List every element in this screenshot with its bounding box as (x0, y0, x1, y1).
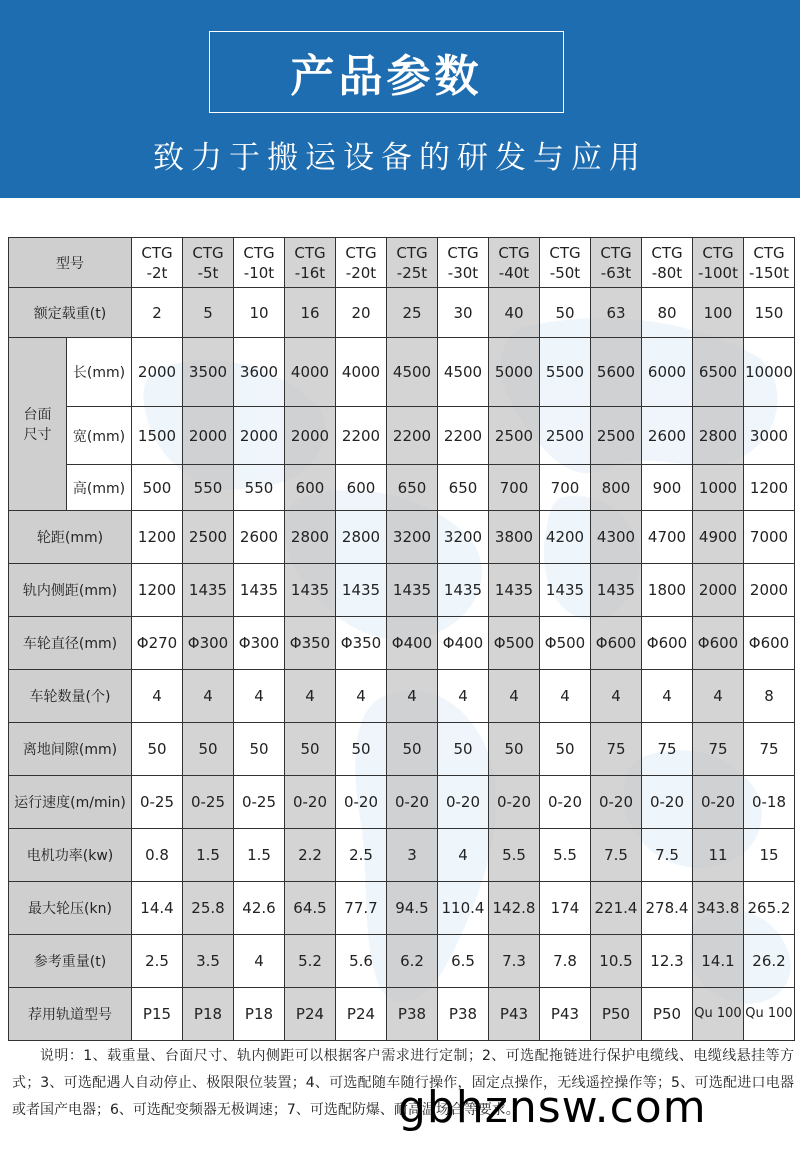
value-cell: 3000 (744, 407, 795, 465)
value-cell: 2000 (285, 407, 336, 465)
value-cell: 12.3 (642, 935, 693, 988)
model-cell (336, 238, 387, 288)
page-title: 产品参数 (290, 51, 483, 102)
value-cell: 2.2 (285, 829, 336, 882)
value-cell: 0.8 (132, 829, 183, 882)
model-series: CTG (600, 243, 632, 262)
watermark: gbhznsw.com (398, 1082, 707, 1133)
row-label: 最大轮压(kn) (9, 882, 132, 935)
table-row (9, 882, 795, 935)
model-series: CTG (651, 243, 683, 262)
value-cell: 600 (336, 465, 387, 511)
value-cell: 4 (591, 670, 642, 723)
row-label: 离地间隙(mm) (9, 723, 132, 776)
value-cell: 110.4 (438, 882, 489, 935)
table-row (9, 776, 795, 829)
value-cell: 2500 (540, 407, 591, 465)
value-cell: 5000 (489, 338, 540, 407)
model-label: 型号 (9, 238, 132, 288)
value-cell: P43 (540, 988, 591, 1041)
table-row (9, 288, 795, 338)
value-cell: 4 (489, 670, 540, 723)
platform-group-label (9, 338, 67, 511)
value-cell: 15 (744, 829, 795, 882)
value-cell: 50 (183, 723, 234, 776)
value-cell: 700 (540, 465, 591, 511)
value-cell: 6500 (693, 338, 744, 407)
value-cell: Φ270 (132, 617, 183, 670)
value-cell: 14.1 (693, 935, 744, 988)
value-cell: Φ500 (489, 617, 540, 670)
value-cell: 2 (132, 288, 183, 338)
platform-group-line: 尺寸 (23, 427, 52, 443)
value-cell: 11 (693, 829, 744, 882)
note-text: 说明：1、载重量、台面尺寸、轨内侧距可以根据客户需求进行定制；2、可选配拖链进行保护电缆线、电缆线悬挂等方式；3、可选配遇人自动停止、极限限位装置；4、可选配随车随行操作，固定点操作，无线遥控操作等；5、可选配进口电器或者国产电器；6、可选配变频器无极调速；7、可选配防爆、耐高温场合等要求。 (12, 1048, 794, 1118)
value-cell: 1435 (489, 564, 540, 617)
model-capacity: -50t (549, 263, 581, 282)
value-cell: 5.6 (336, 935, 387, 988)
model-cell (285, 238, 336, 288)
value-cell: 5600 (591, 338, 642, 407)
value-cell: 1435 (285, 564, 336, 617)
value-cell: 2800 (285, 511, 336, 564)
platform-group-line: 台面 (23, 407, 52, 423)
value-cell: 4000 (336, 338, 387, 407)
value-cell: 1800 (642, 564, 693, 617)
value-cell: 0-25 (234, 776, 285, 829)
row-label: 参考重量(t) (9, 935, 132, 988)
value-cell: Qu 100 (744, 988, 795, 1041)
table-row (9, 338, 795, 407)
spec-table (8, 237, 795, 1041)
model-series: CTG (753, 243, 785, 262)
model-capacity: -80t (651, 263, 683, 282)
value-cell: 10.5 (591, 935, 642, 988)
table-row (9, 465, 795, 511)
value-cell: 0-25 (183, 776, 234, 829)
value-cell: 4 (540, 670, 591, 723)
value-cell: 3 (387, 829, 438, 882)
value-cell: 7.8 (540, 935, 591, 988)
value-cell: 4200 (540, 511, 591, 564)
model-cell (744, 238, 795, 288)
value-cell: 2000 (132, 338, 183, 407)
value-cell: Φ600 (591, 617, 642, 670)
model-cell (540, 238, 591, 288)
value-cell: P38 (387, 988, 438, 1041)
value-cell: 4 (336, 670, 387, 723)
value-cell: 2000 (693, 564, 744, 617)
value-cell: Φ350 (336, 617, 387, 670)
row-label: 宽(mm) (67, 407, 132, 465)
value-cell: P18 (234, 988, 285, 1041)
value-cell: 1.5 (234, 829, 285, 882)
value-cell: 700 (489, 465, 540, 511)
value-cell: P15 (132, 988, 183, 1041)
model-capacity: -100t (698, 263, 738, 282)
value-cell: 3800 (489, 511, 540, 564)
value-cell: 5.5 (540, 829, 591, 882)
value-cell: 25 (387, 288, 438, 338)
value-cell: 2200 (387, 407, 438, 465)
value-cell: 0-20 (693, 776, 744, 829)
value-cell: 4500 (438, 338, 489, 407)
model-series: CTG (345, 243, 377, 262)
value-cell: 0-20 (591, 776, 642, 829)
table-row (9, 564, 795, 617)
header-banner (0, 0, 800, 198)
value-cell: 800 (591, 465, 642, 511)
value-cell: 14.4 (132, 882, 183, 935)
value-cell: 5500 (540, 338, 591, 407)
value-cell: 8 (744, 670, 795, 723)
value-cell: 3200 (438, 511, 489, 564)
model-series: CTG (702, 243, 734, 262)
model-series: CTG (549, 243, 581, 262)
value-cell: 278.4 (642, 882, 693, 935)
value-cell: 2500 (591, 407, 642, 465)
value-cell: 0-18 (744, 776, 795, 829)
value-cell: 2600 (642, 407, 693, 465)
value-cell: 4 (387, 670, 438, 723)
value-cell: 1200 (132, 564, 183, 617)
value-cell: 1435 (234, 564, 285, 617)
row-label: 高(mm) (67, 465, 132, 511)
value-cell: 5 (183, 288, 234, 338)
value-cell: Φ400 (387, 617, 438, 670)
model-series: CTG (498, 243, 530, 262)
row-label: 荐用轨道型号 (9, 988, 132, 1041)
value-cell: 0-20 (387, 776, 438, 829)
value-cell: 4300 (591, 511, 642, 564)
value-cell: 50 (387, 723, 438, 776)
value-cell: 30 (438, 288, 489, 338)
model-capacity: -63t (600, 263, 632, 282)
value-cell: 50 (336, 723, 387, 776)
value-cell: 2000 (234, 407, 285, 465)
value-cell: 2600 (234, 511, 285, 564)
value-cell: 4 (234, 935, 285, 988)
value-cell: 7.5 (642, 829, 693, 882)
value-cell: 1000 (693, 465, 744, 511)
value-cell: 2.5 (132, 935, 183, 988)
table-row (9, 617, 795, 670)
value-cell: 10000 (744, 338, 795, 407)
value-cell: 2200 (438, 407, 489, 465)
value-cell: P24 (336, 988, 387, 1041)
value-cell: 7.3 (489, 935, 540, 988)
value-cell: P50 (591, 988, 642, 1041)
value-cell: 3200 (387, 511, 438, 564)
model-series: CTG (447, 243, 479, 262)
model-series: CTG (396, 243, 428, 262)
model-series: CTG (192, 243, 224, 262)
value-cell: 1200 (132, 511, 183, 564)
value-cell: 4900 (693, 511, 744, 564)
value-cell: 0-20 (285, 776, 336, 829)
value-cell: 5.2 (285, 935, 336, 988)
row-label: 车轮直径(mm) (9, 617, 132, 670)
model-capacity: -16t (294, 263, 326, 282)
title-box (209, 31, 564, 113)
model-capacity: -10t (243, 263, 275, 282)
value-cell: 550 (183, 465, 234, 511)
value-cell: 50 (489, 723, 540, 776)
value-cell: 1500 (132, 407, 183, 465)
value-cell: 4000 (285, 338, 336, 407)
value-cell: 20 (336, 288, 387, 338)
value-cell: 600 (285, 465, 336, 511)
value-cell: 1435 (591, 564, 642, 617)
value-cell: 1435 (336, 564, 387, 617)
value-cell: 75 (591, 723, 642, 776)
model-capacity: -5t (197, 263, 219, 282)
value-cell: P38 (438, 988, 489, 1041)
value-cell: 2200 (336, 407, 387, 465)
table-row (9, 670, 795, 723)
model-cell (387, 238, 438, 288)
value-cell: 2000 (183, 407, 234, 465)
row-label: 轨内侧距(mm) (9, 564, 132, 617)
value-cell: 50 (132, 723, 183, 776)
value-cell: Φ500 (540, 617, 591, 670)
table-row (9, 988, 795, 1041)
model-capacity: -30t (447, 263, 479, 282)
value-cell: 150 (744, 288, 795, 338)
model-capacity: -25t (396, 263, 428, 282)
row-label: 轮距(mm) (9, 511, 132, 564)
value-cell: 4 (642, 670, 693, 723)
value-cell: 64.5 (285, 882, 336, 935)
page-subtitle: 致力于搬运设备的研发与应用 (153, 140, 647, 176)
value-cell: 6.2 (387, 935, 438, 988)
value-cell: 2800 (693, 407, 744, 465)
row-label: 额定载重(t) (9, 288, 132, 338)
value-cell: Φ400 (438, 617, 489, 670)
value-cell: 26.2 (744, 935, 795, 988)
value-cell: 550 (234, 465, 285, 511)
value-cell: 4 (285, 670, 336, 723)
value-cell: 142.8 (489, 882, 540, 935)
value-cell: 343.8 (693, 882, 744, 935)
table-row (9, 935, 795, 988)
value-cell: 4 (234, 670, 285, 723)
value-cell: Φ300 (183, 617, 234, 670)
model-capacity: -20t (345, 263, 377, 282)
value-cell: 100 (693, 288, 744, 338)
value-cell: 265.2 (744, 882, 795, 935)
value-cell: 2500 (183, 511, 234, 564)
value-cell: 650 (387, 465, 438, 511)
value-cell: 16 (285, 288, 336, 338)
header-row (9, 238, 795, 288)
value-cell: 4 (438, 829, 489, 882)
table-row (9, 407, 795, 465)
value-cell: 2.5 (336, 829, 387, 882)
value-cell: 0-20 (489, 776, 540, 829)
value-cell: 7.5 (591, 829, 642, 882)
value-cell: 500 (132, 465, 183, 511)
value-cell: P43 (489, 988, 540, 1041)
value-cell: 63 (591, 288, 642, 338)
value-cell: Φ350 (285, 617, 336, 670)
value-cell: 50 (285, 723, 336, 776)
model-cell (132, 238, 183, 288)
value-cell: 900 (642, 465, 693, 511)
value-cell: 3600 (234, 338, 285, 407)
model-capacity: -2t (146, 263, 168, 282)
table-row (9, 723, 795, 776)
value-cell: 221.4 (591, 882, 642, 935)
model-capacity: -40t (498, 263, 530, 282)
value-cell: 94.5 (387, 882, 438, 935)
value-cell: 6000 (642, 338, 693, 407)
value-cell: 75 (693, 723, 744, 776)
value-cell: Qu 100 (693, 988, 744, 1041)
value-cell: 4500 (387, 338, 438, 407)
value-cell: P18 (183, 988, 234, 1041)
value-cell: 2500 (489, 407, 540, 465)
model-cell (642, 238, 693, 288)
value-cell: 5.5 (489, 829, 540, 882)
value-cell: 75 (744, 723, 795, 776)
value-cell: 6.5 (438, 935, 489, 988)
value-cell: 50 (540, 723, 591, 776)
value-cell: 3.5 (183, 935, 234, 988)
value-cell: 174 (540, 882, 591, 935)
value-cell: 1435 (438, 564, 489, 617)
table-row (9, 511, 795, 564)
table-row (9, 829, 795, 882)
value-cell: 4 (693, 670, 744, 723)
value-cell: 10 (234, 288, 285, 338)
value-cell: 50 (438, 723, 489, 776)
value-cell: 4700 (642, 511, 693, 564)
value-cell: 0-20 (336, 776, 387, 829)
row-label: 电机功率(kw) (9, 829, 132, 882)
value-cell: P50 (642, 988, 693, 1041)
value-cell: 1200 (744, 465, 795, 511)
value-cell: 80 (642, 288, 693, 338)
value-cell: 7000 (744, 511, 795, 564)
value-cell: 2800 (336, 511, 387, 564)
value-cell: 1435 (387, 564, 438, 617)
row-label: 运行速度(m/min) (9, 776, 132, 829)
value-cell: 2000 (744, 564, 795, 617)
model-cell (591, 238, 642, 288)
value-cell: 25.8 (183, 882, 234, 935)
value-cell: Φ600 (642, 617, 693, 670)
value-cell: 0-20 (438, 776, 489, 829)
value-cell: 4 (132, 670, 183, 723)
model-cell (183, 238, 234, 288)
model-cell (438, 238, 489, 288)
model-cell (693, 238, 744, 288)
value-cell: 1.5 (183, 829, 234, 882)
value-cell: P24 (285, 988, 336, 1041)
value-cell: Φ600 (744, 617, 795, 670)
value-cell: 0-20 (642, 776, 693, 829)
value-cell: Φ300 (234, 617, 285, 670)
row-label: 长(mm) (67, 338, 132, 407)
value-cell: 1435 (183, 564, 234, 617)
value-cell: 3500 (183, 338, 234, 407)
model-cell (489, 238, 540, 288)
model-cell (234, 238, 285, 288)
value-cell: 650 (438, 465, 489, 511)
value-cell: 0-25 (132, 776, 183, 829)
value-cell: 50 (540, 288, 591, 338)
value-cell: 1435 (540, 564, 591, 617)
value-cell: 75 (642, 723, 693, 776)
row-label: 车轮数量(个) (9, 670, 132, 723)
value-cell: 77.7 (336, 882, 387, 935)
value-cell: 50 (234, 723, 285, 776)
value-cell: 42.6 (234, 882, 285, 935)
model-capacity: -150t (749, 263, 789, 282)
model-series: CTG (141, 243, 173, 262)
model-series: CTG (294, 243, 326, 262)
value-cell: 4 (438, 670, 489, 723)
value-cell: Φ600 (693, 617, 744, 670)
value-cell: 0-20 (540, 776, 591, 829)
value-cell: 4 (183, 670, 234, 723)
model-series: CTG (243, 243, 275, 262)
value-cell: 40 (489, 288, 540, 338)
